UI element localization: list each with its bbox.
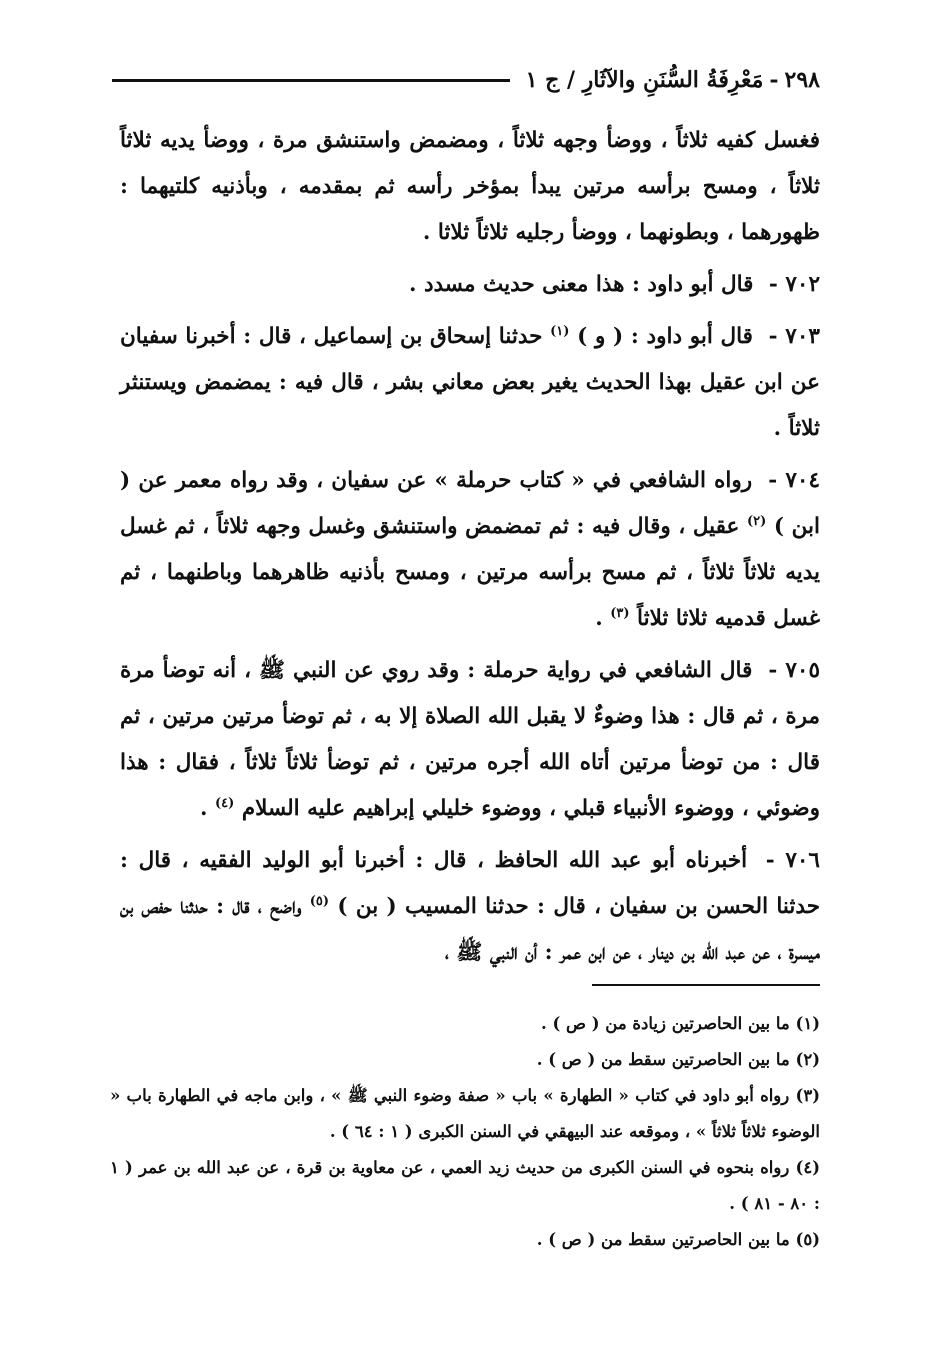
- footnote-number: (٤): [795, 1158, 820, 1177]
- paragraph-number: ٧٠٢ -: [768, 272, 820, 297]
- main-text: [120, 118, 820, 982]
- paragraph-text: حدثنا إسحاق بن إسماعيل ، قال : أخبرنا سفيان عن ابن عقيل بهذا الحديث يغير بعض معاني بشر ، قال فيه : يمضمض ويستنثر ثلاثاً .: [120, 324, 820, 441]
- footnote-number: (٣): [795, 1086, 820, 1105]
- footnote-ref[interactable]: (٤): [215, 795, 235, 811]
- paragraph-text: رواه الشافعي في « كتاب حرملة » عن سفيان ، وقد رواه معمر عن ( ابن ): [120, 468, 820, 539]
- paragraph-text: قال أبو داود : هذا معنى حديث مسدد .: [408, 272, 754, 297]
- footnote-text: ما بين الحاصرتين سقط من ( ص ) .: [536, 1050, 790, 1069]
- footnote-text: رواه أبو داود في كتاب « الطهارة » باب « صفة وضوء النبي ﷺ » ، وابن ماجه في الطهارة باب « الوضوء ثلاثاً ثلاثاً » ، وموقعه عند البيهقي في السنن الكبرى ( ١ : ٦٤ ) .: [110, 1086, 820, 1141]
- header-rule: [112, 79, 510, 82]
- header-separator: -: [769, 67, 779, 93]
- footnote-ref[interactable]: (٢): [746, 513, 767, 529]
- paragraph-text: فغسل كفيه ثلاثاً ، ووضأ وجهه ثلاثاً ، ومضمض واستنشق مرة ، ووضأ يديه ثلاثاً ثلاثاً ، ومسح برأسه مرتين يبدأ بمؤخر رأسه ثم بمقدمه ، وبأذنيه كلتيهما : ظهورهما ، وبطونهما ، ووضأ رجليه ثلاثاً ثلاثا .: [120, 128, 820, 245]
- footnote-number: (١): [795, 1014, 820, 1033]
- footnote-text: ما بين الحاصرتين زيادة من ( ص ) .: [540, 1014, 790, 1033]
- footnote-text: رواه بنحوه في السنن الكبرى من حديث زيد العمي ، عن معاوية بن قرة ، عن عبد الله بن عمر ( ١ : ٨٠ - ٨١ ) .: [110, 1158, 820, 1213]
- footnote-ref[interactable]: (٥): [309, 893, 330, 909]
- footnote-5: [110, 1222, 820, 1258]
- page-header: [112, 58, 820, 102]
- footnote-ref[interactable]: (٣): [610, 605, 630, 621]
- footnote-divider: [592, 984, 820, 986]
- paragraph-text: .: [200, 796, 208, 821]
- paragraph-continuation: [120, 118, 820, 256]
- paragraph-text: .: [595, 606, 603, 631]
- footnote-3: [110, 1078, 820, 1150]
- paragraph-number: ٧٠٣ -: [768, 324, 820, 349]
- footnote-2: [110, 1042, 820, 1078]
- footnote-1: [110, 1006, 820, 1042]
- paragraph-705: [120, 648, 820, 832]
- paragraph-text: واضح ، قال : حدثنا حفص بن ميسرة ، عن عبد الله بن دينار ، عن ابن عمر : أن النبي ﷺ ،: [120, 894, 820, 965]
- footnote-ref[interactable]: (١): [550, 323, 570, 339]
- footnote-number: (٥): [795, 1230, 820, 1249]
- book-title: مَعْرِفَةُ السُّنَنِ والآثَارِ / ج ١: [525, 67, 764, 93]
- paragraph-number: ٧٠٥ -: [768, 658, 820, 683]
- paragraph-text: عقيل ، وقال فيه : ثم تمضمض واستنشق وغسل وجهه ثلاثاً ، ثم غسل يديه ثلاثاً ثلاثاً ، ثم مسح برأسه مرتين ، ومسح بأذنيه ظاهرهما وباطنهما ، ثم غسل قدميه ثلاثا ثلاثاً: [120, 514, 820, 631]
- footnote-4: [110, 1150, 820, 1222]
- paragraph-704: [120, 458, 820, 642]
- paragraph-text: قال الشافعي في رواية حرملة : وقد روي عن النبي ﷺ ، أنه توضأ مرة مرة ، ثم قال : هذا وضوءٌ لا يقبل الله الصلاة إلا به ، ثم توضأ مرتين مرتين ، ثم قال : من توضأ مرتين أتاه الله أجره مرتين ، ثم توضأ ثلاثاً ثلاثاً ، فقال : هذا وضوئي ، ووضوء الأنبياء قبلي ، ووضوء خليلي إبراهيم عليه السلام: [120, 658, 820, 821]
- paragraph-text: أخبرناه أبو عبد الله الحافظ ، قال : أخبرنا أبو الوليد الفقيه ، قال : حدثنا الحسن بن سفيان ، قال : حدثنا المسيب ( بن ): [120, 848, 820, 919]
- footnote-text: ما بين الحاصرتين سقط من ( ص ) .: [536, 1230, 790, 1249]
- paragraph-703: [120, 314, 820, 452]
- footnote-number: (٢): [795, 1050, 820, 1069]
- paragraph-number: ٧٠٤ -: [768, 468, 820, 493]
- footnotes: [110, 1006, 820, 1258]
- paragraph-702: [120, 262, 820, 308]
- paragraph-number: ٧٠٦ -: [765, 848, 820, 873]
- paragraph-text: قال أبو داود : ( و ): [577, 324, 753, 349]
- page-number: ٢٩٨: [784, 67, 820, 93]
- paragraph-706: [120, 838, 820, 976]
